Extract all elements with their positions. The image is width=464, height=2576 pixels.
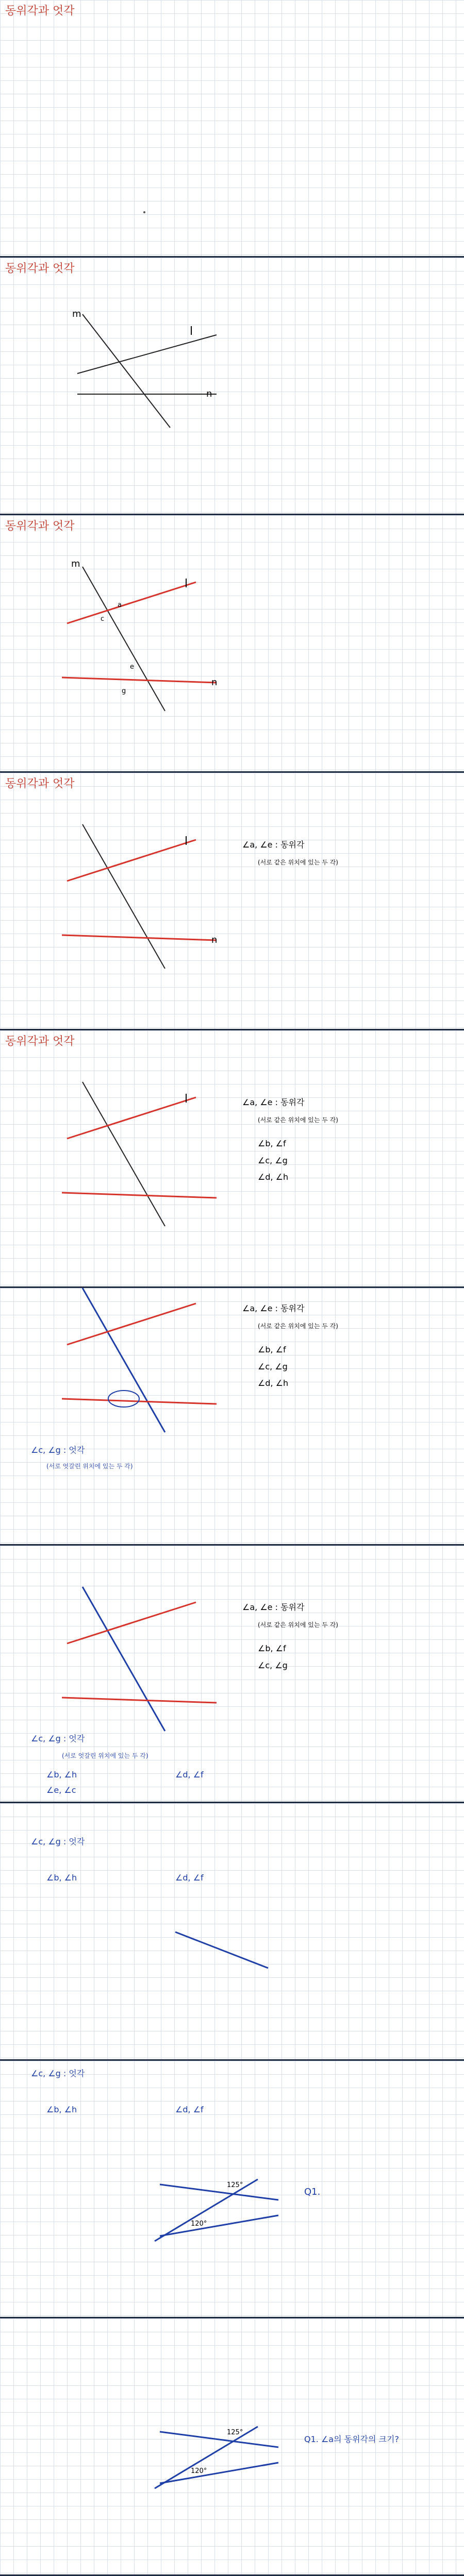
angle-125: 125° bbox=[227, 2429, 243, 2436]
angle-120: 120° bbox=[191, 2467, 207, 2475]
line-n bbox=[62, 677, 217, 683]
note-cg: ∠c, ∠g bbox=[258, 1362, 288, 1371]
note-cg-alt-detail: (서로 엇갈린 위치에 있는 두 각) bbox=[62, 1752, 148, 1759]
slide-10 bbox=[0, 2318, 464, 2576]
note-df: ∠d, ∠f bbox=[175, 2105, 204, 2114]
note-cg-alt: ∠c, ∠g : 엇각 bbox=[31, 2069, 85, 2078]
q1: Q1. ∠a의 동위각의 크기? bbox=[304, 2434, 399, 2444]
slide-1 bbox=[0, 0, 464, 258]
transversal-line bbox=[82, 314, 170, 428]
note-bh: ∠b, ∠h bbox=[46, 1770, 77, 1780]
slide-title: 동위각과 엇각 bbox=[5, 1035, 75, 1048]
slide-5-canvas bbox=[0, 1030, 464, 1288]
line-lower bbox=[160, 2463, 278, 2483]
drawn-line bbox=[175, 1932, 268, 1968]
q1-short: Q1. bbox=[304, 2187, 321, 2197]
line-upper bbox=[160, 2432, 278, 2447]
line-l bbox=[67, 582, 196, 623]
label-g: g bbox=[122, 687, 126, 695]
slide-title: 동위각과 엇각 bbox=[5, 262, 75, 275]
note-cg-alt-detail: (서로 엇갈린 위치에 있는 두 각) bbox=[46, 1463, 133, 1470]
note-ae: ∠a, ∠e : 동위각 bbox=[242, 1303, 305, 1313]
slide-7 bbox=[0, 1546, 464, 1803]
line-l bbox=[67, 1303, 196, 1345]
note-cg-alt: ∠c, ∠g : 엇각 bbox=[31, 1445, 85, 1455]
label-n: n bbox=[211, 935, 218, 945]
line-n bbox=[62, 1698, 217, 1703]
highlight-angle bbox=[108, 1391, 139, 1407]
slide-9 bbox=[0, 2061, 464, 2318]
transversal-line bbox=[82, 1288, 165, 1432]
note-bh: ∠b, ∠h bbox=[46, 2105, 77, 2114]
slide-7-canvas bbox=[0, 1546, 464, 1803]
slide-2 bbox=[0, 258, 464, 515]
label-l: l bbox=[185, 578, 188, 590]
note-bf: ∠b, ∠f bbox=[258, 1345, 286, 1354]
label-l: l bbox=[185, 835, 188, 848]
slide-2-canvas bbox=[0, 258, 464, 515]
slide-4-canvas bbox=[0, 773, 464, 1030]
line-upper bbox=[160, 2184, 278, 2200]
label-c: c bbox=[101, 615, 105, 623]
line-l bbox=[67, 1097, 196, 1139]
note-ae: ∠a, ∠e : 동위각 bbox=[242, 1097, 305, 1107]
label-e: e bbox=[130, 663, 134, 671]
note-df: ∠d, ∠f bbox=[175, 1873, 204, 1883]
angle-125: 125° bbox=[227, 2181, 243, 2189]
slide-5 bbox=[0, 1030, 464, 1288]
note-ae-detail: (서로 같은 위치에 있는 두 각) bbox=[258, 1323, 338, 1330]
note-cg: ∠c, ∠g bbox=[258, 1660, 288, 1670]
line-l bbox=[77, 335, 217, 374]
angle-120: 120° bbox=[191, 2220, 207, 2228]
line-l bbox=[67, 840, 196, 881]
note-dh: ∠d, ∠h bbox=[258, 1378, 289, 1388]
note-cg-alt: ∠c, ∠g : 엇각 bbox=[31, 1734, 85, 1743]
slide-6 bbox=[0, 1288, 464, 1546]
transversal-line bbox=[82, 824, 165, 969]
slide-6-canvas bbox=[0, 1288, 464, 1546]
note-ae: ∠a, ∠e : 동위각 bbox=[242, 1602, 305, 1612]
label-l: l bbox=[185, 1093, 188, 1106]
line-n bbox=[62, 935, 217, 940]
transversal-line bbox=[82, 1587, 165, 1731]
slide-title: 동위각과 엇각 bbox=[5, 777, 75, 790]
label-n: n bbox=[206, 388, 212, 399]
label-n: n bbox=[211, 677, 218, 688]
slide-9-canvas bbox=[0, 2061, 464, 2318]
note-ae-detail: (서로 같은 위치에 있는 두 각) bbox=[258, 1621, 338, 1629]
label-m: m bbox=[71, 558, 80, 569]
slide-8 bbox=[0, 1803, 464, 2061]
slide-10-canvas bbox=[0, 2318, 464, 2576]
note-bh: ∠b, ∠h bbox=[46, 1873, 77, 1883]
transversal-line bbox=[82, 1082, 165, 1226]
note-cg-alt: ∠c, ∠g : 엇각 bbox=[31, 1837, 85, 1846]
note-dh: ∠d, ∠h bbox=[258, 1172, 289, 1182]
note-bf: ∠b, ∠f bbox=[258, 1643, 286, 1653]
note-bf: ∠b, ∠f bbox=[258, 1139, 286, 1148]
note-ce: ∠e, ∠c bbox=[46, 1785, 76, 1795]
line-n bbox=[62, 1193, 217, 1198]
label-a: a bbox=[118, 601, 122, 609]
dot-mark bbox=[143, 211, 145, 213]
slide-1-canvas bbox=[0, 0, 464, 258]
slide-3-canvas bbox=[0, 515, 464, 773]
slide-4 bbox=[0, 773, 464, 1030]
line-lower bbox=[160, 2215, 278, 2236]
slide-title: 동위각과 엇각 bbox=[5, 5, 75, 18]
note-ae-detail: (서로 같은 위치에 있는 두 각) bbox=[258, 859, 338, 866]
slide-3 bbox=[0, 515, 464, 773]
note-df: ∠d, ∠f bbox=[175, 1770, 204, 1780]
label-m: m bbox=[72, 309, 81, 319]
line-l bbox=[67, 1602, 196, 1643]
slide-8-canvas bbox=[0, 1803, 464, 2061]
note-ae: ∠a, ∠e : 동위각 bbox=[242, 840, 305, 850]
slide-title: 동위각과 엇각 bbox=[5, 520, 75, 533]
note-cg: ∠c, ∠g bbox=[258, 1156, 288, 1165]
label-l: l bbox=[190, 325, 193, 338]
note-ae-detail: (서로 같은 위치에 있는 두 각) bbox=[258, 1116, 338, 1124]
